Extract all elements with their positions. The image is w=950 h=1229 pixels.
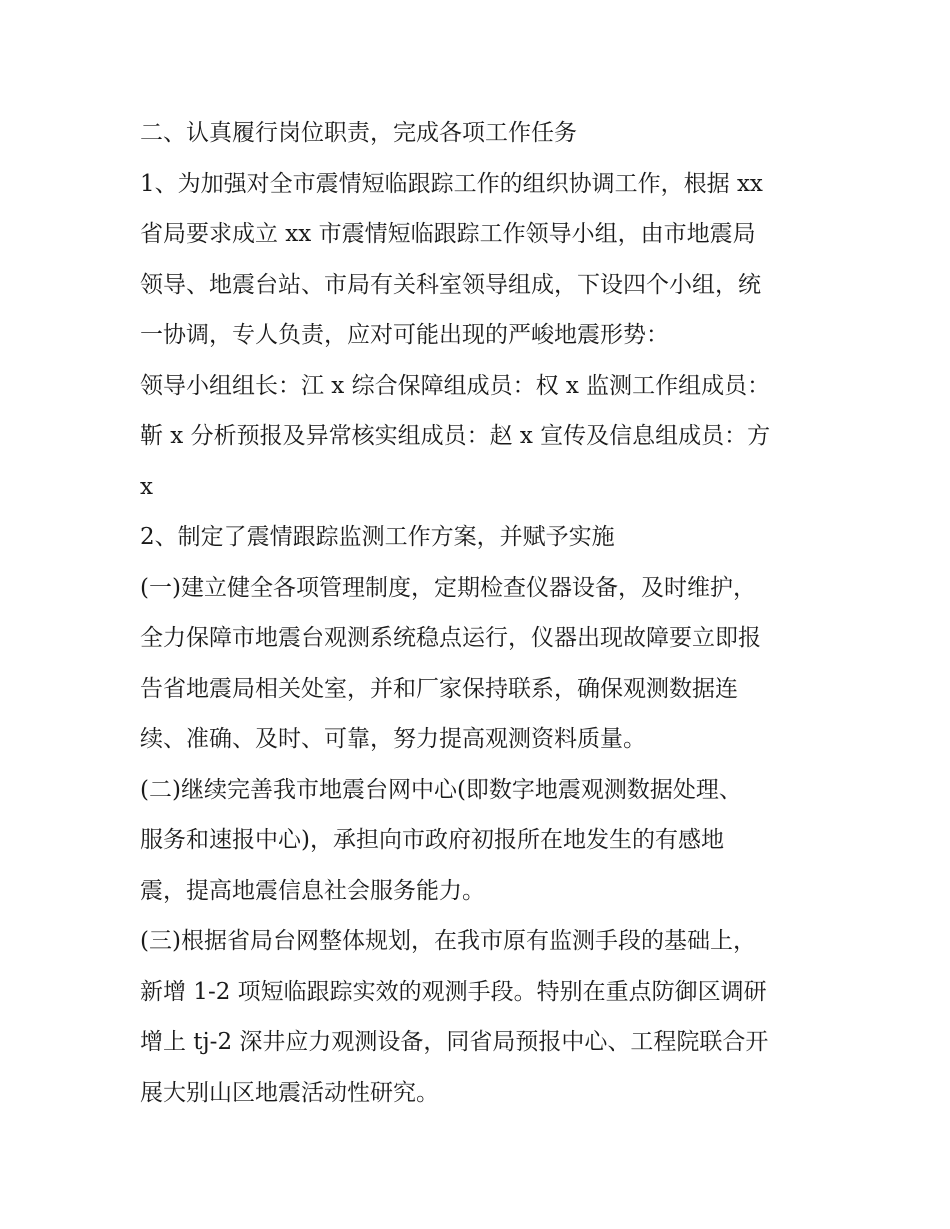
paragraph-line: 一协调，专人负责，应对可能出现的严峻地震形势： [140, 322, 669, 348]
paragraph-line: 省局要求成立 xx 市震情短临跟踪工作领导小组，由市地震局 [140, 221, 756, 247]
paragraph-line: (一)建立健全各项管理制度，定期检查仪器设备，及时维护， [140, 574, 756, 601]
paragraph-line: 展大别山区地震活动性研究。 [140, 1079, 439, 1106]
paragraph-line: 2、制定了震情跟踪监测工作方案，并赋予实施 [140, 524, 615, 550]
paragraph-line: 全力保障市地震台观测系统稳点运行，仪器出现故障要立即报 [140, 625, 761, 651]
paragraph-line: 增上 tj-2 深井应力观测设备，同省局预报中心、工程院联合开 [140, 1029, 769, 1055]
paragraph-line: 新增 1-2 项短临跟踪实效的观测手段。特别在重点防御区调研 [140, 978, 767, 1005]
paragraph-line: (二)继续完善我市地震台网中心(即数字地震观测数据处理、 [140, 776, 742, 803]
paragraph-line: (三)根据省局台网整体规划，在我市原有监测手段的基础上， [140, 928, 756, 954]
paragraph-line: 靳 x 分析预报及异常核实组成员：赵 x 宣传及信息组成员：方 [140, 423, 771, 449]
paragraph-line: 领导、地震台站、市局有关科室领导组成，下设四个小组，统 [140, 271, 761, 298]
paragraph-line: 告省地震局相关处室，并和厂家保持联系，确保观测数据连 [140, 675, 738, 702]
paragraph-line: 震，提高地震信息社会服务能力。 [140, 877, 485, 904]
paragraph-line: 服务和速报中心)，承担向市政府初报所在地发生的有感地 [140, 827, 724, 853]
section-heading: 二、认真履行岗位职责，完成各项工作任务 [140, 120, 577, 146]
paragraph-line: 领导小组组长：江 x 综合保障组成员：权 x 监测工作组成员： [140, 372, 771, 399]
paragraph-line: 1、为加强对全市震情短临跟踪工作的组织协调工作，根据 xx [140, 170, 763, 197]
paragraph-line: 续、准确、及时、可靠，努力提高观测资料质量。 [140, 726, 646, 752]
document-body [140, 108, 820, 1118]
paragraph-line: x [140, 473, 153, 500]
